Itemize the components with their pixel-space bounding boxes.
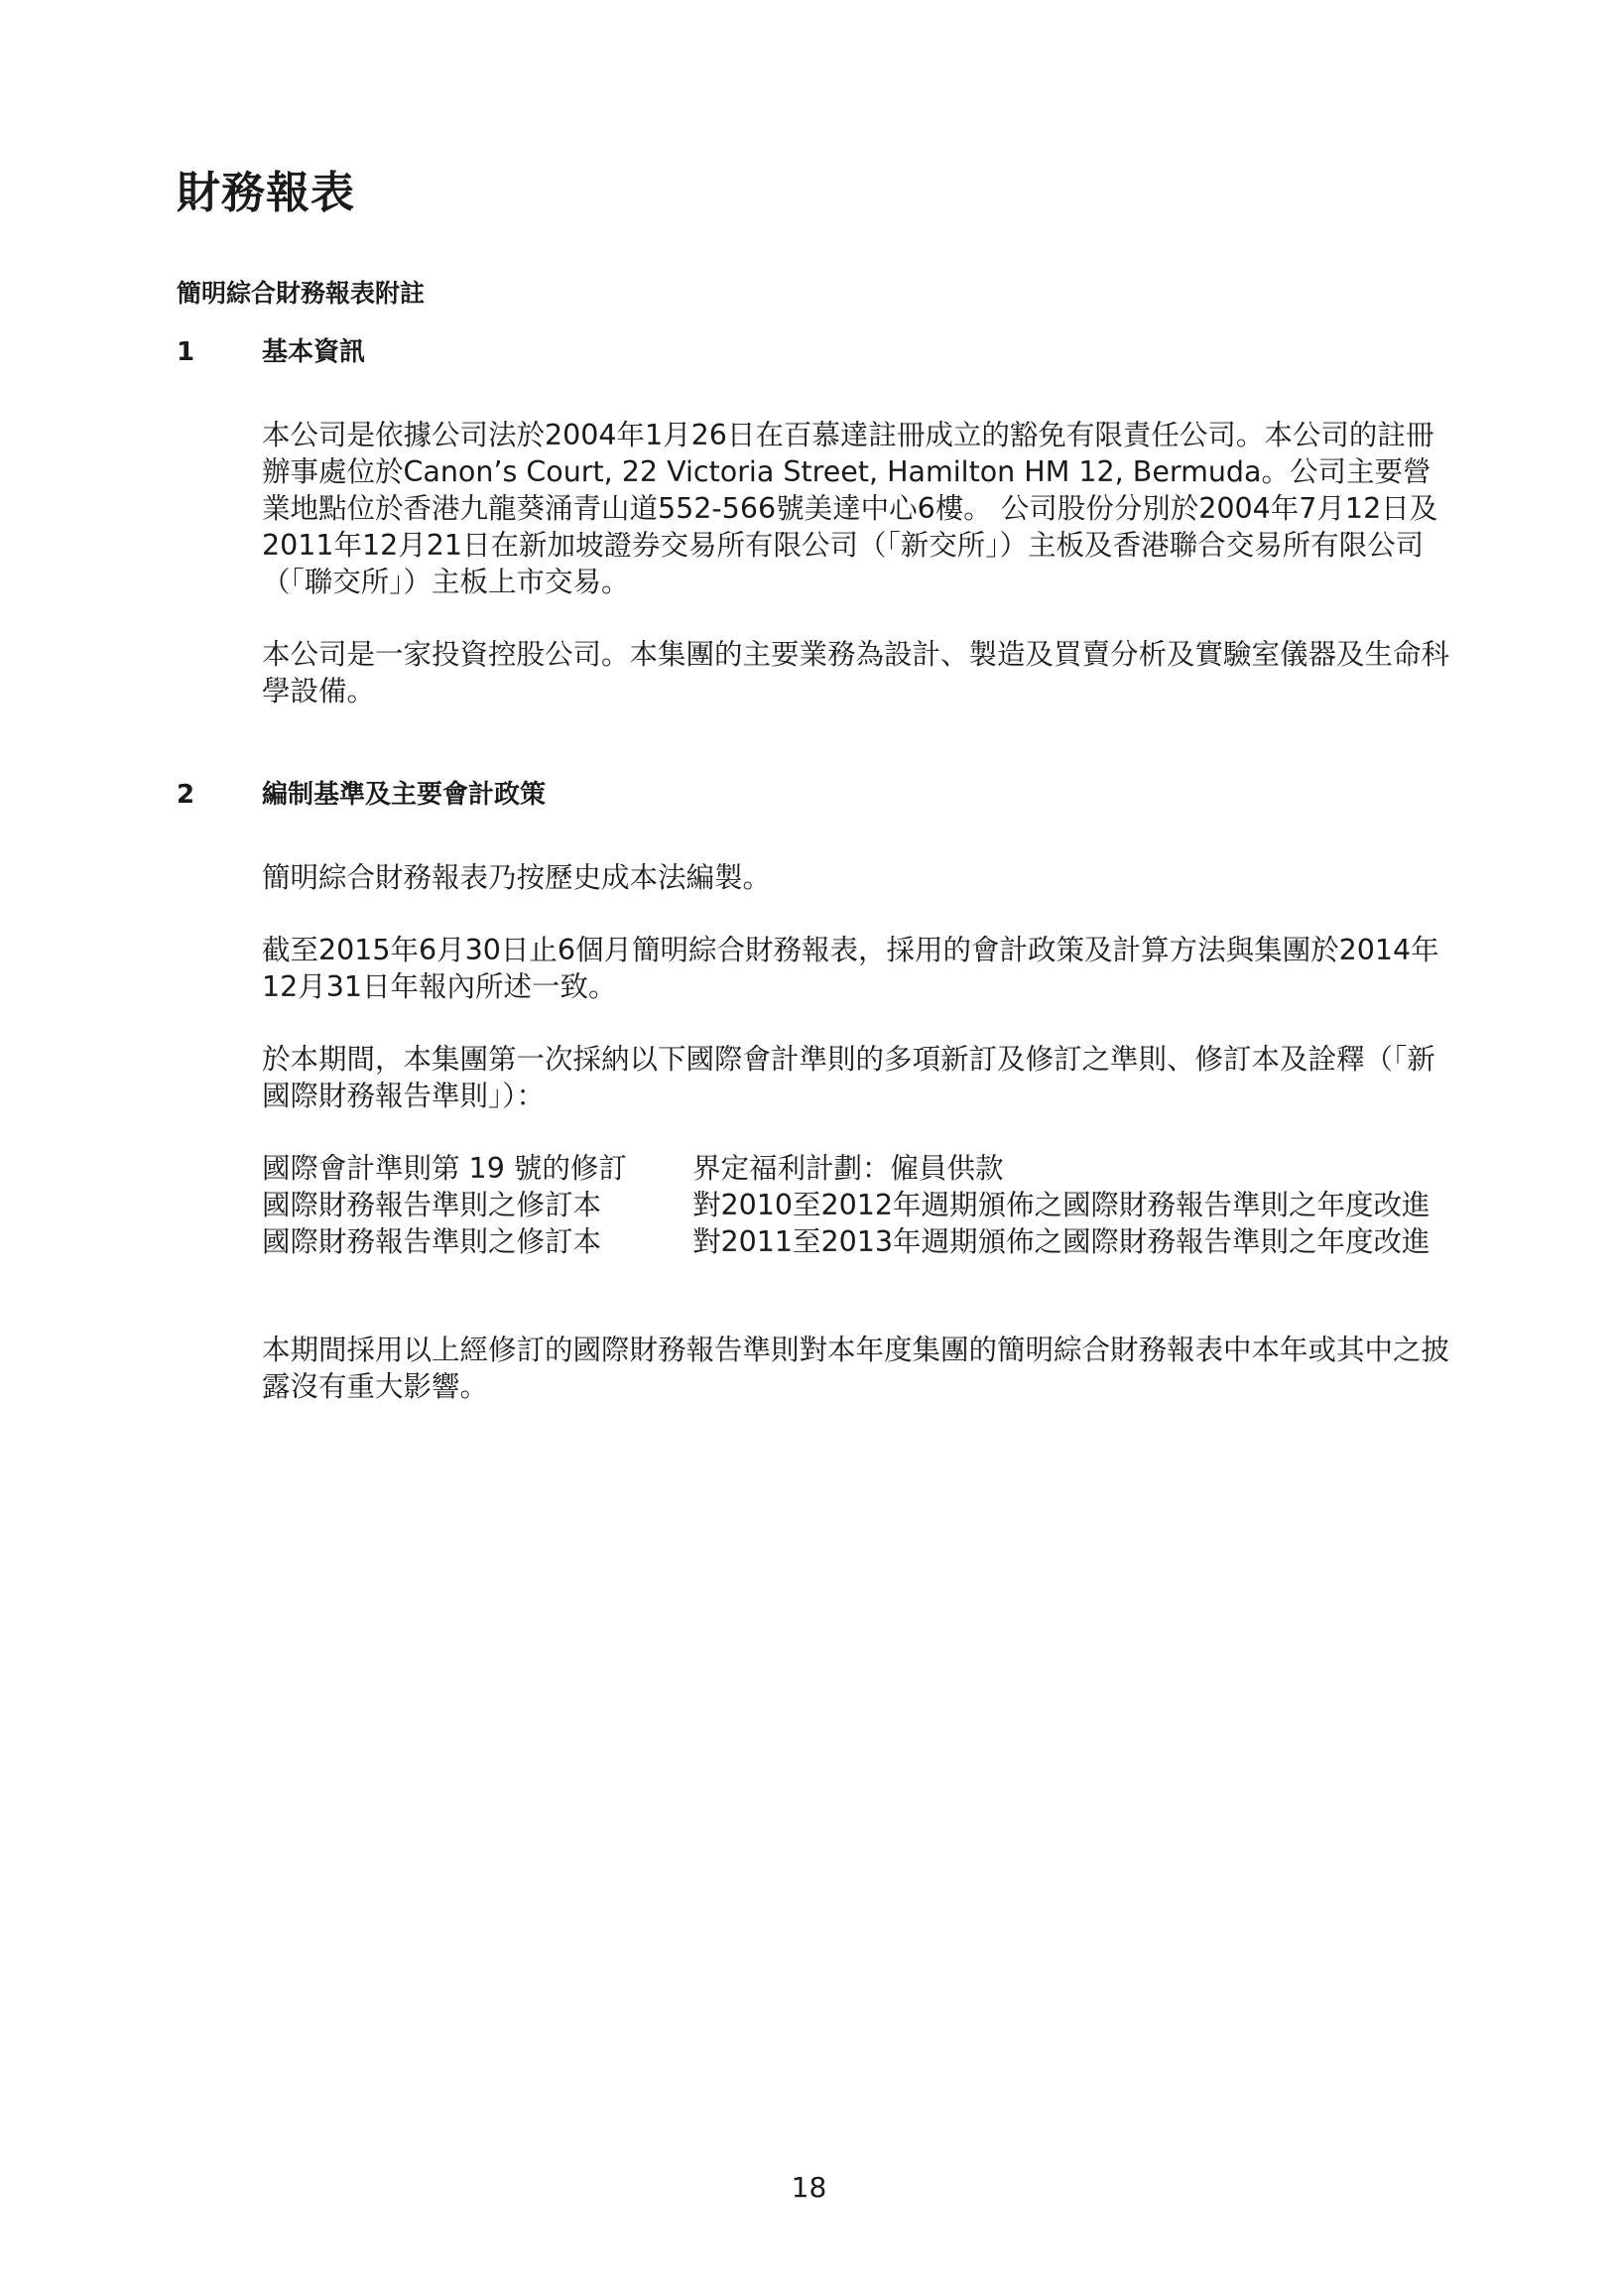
section-title: 編制基準及主要會計政策 [262,780,547,810]
standard-cell: 國際財務報告準則之修訂本 [262,1189,602,1221]
section-basic-information [177,335,1456,709]
paragraph: 於本期間，本集團第一次採納以下國際會計準則的多項新訂及修訂之準則、修訂本及詮釋（「新國際財務報告準則」）： [262,1043,1435,1112]
description-cell: 對2011至2013年週期頒佈之國際財務報告準則之年度改進 [692,1225,1431,1258]
page-number: 18 [791,2171,827,2204]
paragraph: 本公司是一家投資控股公司。本集團的主要業務為設計、製造及買賣分析及實驗室儀器及生命科學設備。 [262,638,1450,707]
section-basis-of-preparation [177,778,1456,1405]
paragraph: 本公司是依據公司法於2004年1月26日在百慕達註冊成立的豁免有限責任公司。本公司的註冊辦事處位於Canon’s Court, 22 Victoria Street, Hamilton HM 12, Bermuda。公司主要營業地點位於香港九龍葵涌青山道552-566號美達中心6樓。 公司股份分別於2004年7月12日及2011年12月21日在新加坡證券交易所有限公司（「新交所」）主板及香港聯合交易所有限公司（「聯交所」）主板上市交易。 [262,419,1438,598]
table-row [262,1223,1431,1260]
standard-cell: 國際會計準則第 19 號的修訂 [262,1152,627,1185]
section-heading [177,335,1456,369]
closing-paragraph: 本期間採用以上經修訂的國際財務報告準則對本年度集團的簡明綜合財務報表中本年或其中之披露沒有重大影響。 [262,1334,1450,1403]
paragraph: 簡明綜合財務報表乃按歷史成本法編製。 [262,861,772,894]
page-title: 財務報表 [177,168,355,218]
table-row [262,1150,1431,1187]
section-number: 2 [177,780,195,810]
description-cell: 對2010至2012年週期頒佈之國際財務報告準則之年度改進 [692,1189,1431,1221]
paragraph: 截至2015年6月30日止6個月簡明綜合財務報表，採用的會計政策及計算方法與集團於2014年12月31日年報內所述一致。 [262,934,1439,1003]
section-heading [177,778,1456,812]
table-row [262,1187,1431,1223]
section-number: 1 [177,337,195,367]
amendments-table [262,1150,1431,1260]
description-cell: 界定福利計劃：僱員供款 [692,1152,1004,1185]
subtitle: 簡明綜合財務報表附註 [177,279,426,308]
standard-cell: 國際財務報告準則之修訂本 [262,1225,602,1258]
section-title: 基本資訊 [262,337,366,367]
